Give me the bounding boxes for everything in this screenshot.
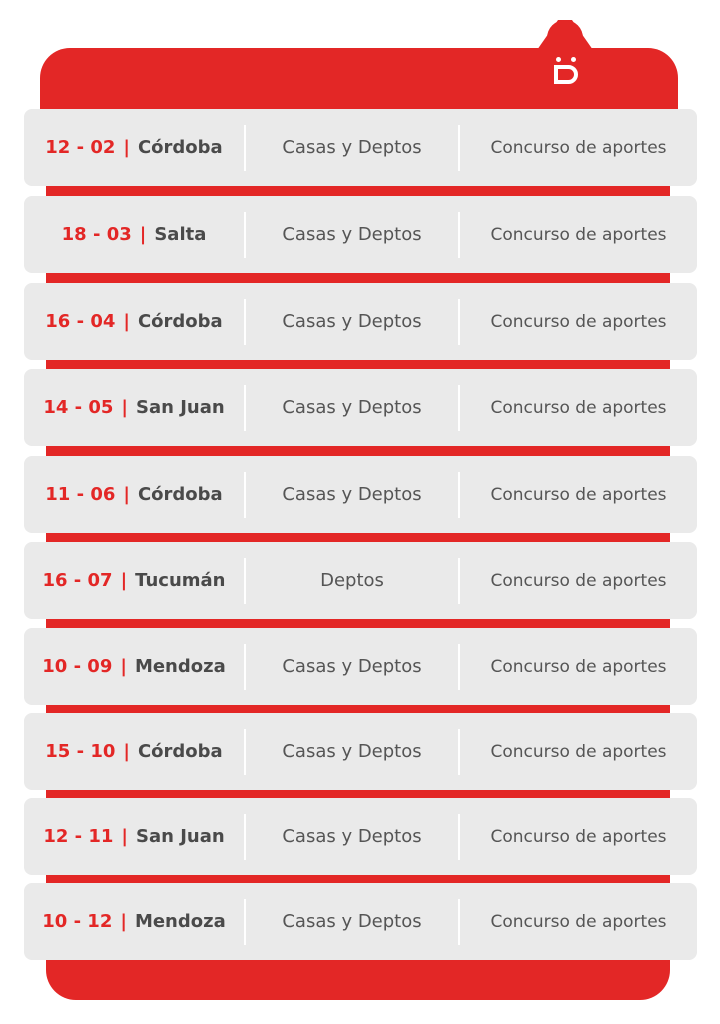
separator: | xyxy=(120,656,127,677)
sale-mode: Concurso de aportes xyxy=(490,911,667,932)
property-type: Casas y Deptos xyxy=(282,397,422,418)
separator: | xyxy=(123,311,130,332)
separator: | xyxy=(120,570,128,591)
sale-mode: Concurso de aportes xyxy=(490,137,667,158)
event-city: Córdoba xyxy=(137,484,223,505)
property-type: Deptos xyxy=(320,570,384,591)
sale-mode: Concurso de aportes xyxy=(490,570,667,591)
date-city-cell xyxy=(24,911,244,932)
event-city: Mendoza xyxy=(134,656,226,677)
sale-mode: Concurso de aportes xyxy=(490,484,667,505)
property-type: Casas y Deptos xyxy=(282,826,422,847)
schedule-row xyxy=(24,456,697,533)
event-city: Córdoba xyxy=(137,741,223,762)
sale-mode: Concurso de aportes xyxy=(490,826,667,847)
separator: | xyxy=(139,224,147,245)
schedule-row xyxy=(24,196,697,273)
date-city-cell xyxy=(24,570,244,591)
date-city-cell xyxy=(24,484,244,505)
event-date: 14 - 05 xyxy=(43,397,114,418)
event-city: San Juan xyxy=(136,397,225,418)
card-tab-cap xyxy=(547,20,583,40)
event-date: 10 - 09 xyxy=(42,656,113,677)
property-type: Casas y Deptos xyxy=(282,137,422,158)
schedule-row xyxy=(24,283,697,360)
event-city: San Juan xyxy=(136,826,225,847)
property-type: Casas y Deptos xyxy=(282,911,422,932)
property-type: Casas y Deptos xyxy=(282,311,422,332)
event-date: 18 - 03 xyxy=(61,224,132,245)
event-city: Salta xyxy=(154,224,207,245)
separator: | xyxy=(121,397,128,418)
event-city: Tucumán xyxy=(135,570,226,591)
event-city: Córdoba xyxy=(137,311,223,332)
date-city-cell xyxy=(24,311,244,332)
date-city-cell xyxy=(24,397,244,418)
property-type: Casas y Deptos xyxy=(282,656,422,677)
event-date: 10 - 12 xyxy=(42,911,113,932)
schedule-row xyxy=(24,798,697,875)
event-date: 15 - 10 xyxy=(45,741,116,762)
sale-mode: Concurso de aportes xyxy=(490,224,667,245)
property-type: Casas y Deptos xyxy=(282,224,422,245)
schedule-row xyxy=(24,369,697,446)
separator: | xyxy=(120,911,127,932)
separator: | xyxy=(123,137,130,158)
event-city: Córdoba xyxy=(137,137,223,158)
smiley-d-logo-icon xyxy=(552,57,580,91)
date-city-cell xyxy=(24,656,244,677)
property-type: Casas y Deptos xyxy=(282,741,422,762)
event-date: 12 - 11 xyxy=(43,826,114,847)
schedule-row xyxy=(24,628,697,705)
schedule-row xyxy=(24,542,697,619)
sale-mode: Concurso de aportes xyxy=(490,397,667,418)
event-date: 16 - 04 xyxy=(45,311,116,332)
sale-mode: Concurso de aportes xyxy=(490,741,667,762)
sale-mode: Concurso de aportes xyxy=(490,656,667,677)
sale-mode: Concurso de aportes xyxy=(490,311,667,332)
separator: | xyxy=(123,741,130,762)
event-date: 16 - 07 xyxy=(42,570,113,591)
schedule-row xyxy=(24,109,697,186)
date-city-cell xyxy=(24,741,244,762)
event-date: 11 - 06 xyxy=(45,484,116,505)
date-city-cell xyxy=(24,137,244,158)
date-city-cell xyxy=(24,826,244,847)
separator: | xyxy=(121,826,128,847)
date-city-cell xyxy=(24,224,244,245)
event-date: 12 - 02 xyxy=(45,137,116,158)
schedule-row xyxy=(24,883,697,960)
event-city: Mendoza xyxy=(134,911,226,932)
schedule-row xyxy=(24,713,697,790)
property-type: Casas y Deptos xyxy=(282,484,422,505)
separator: | xyxy=(123,484,130,505)
